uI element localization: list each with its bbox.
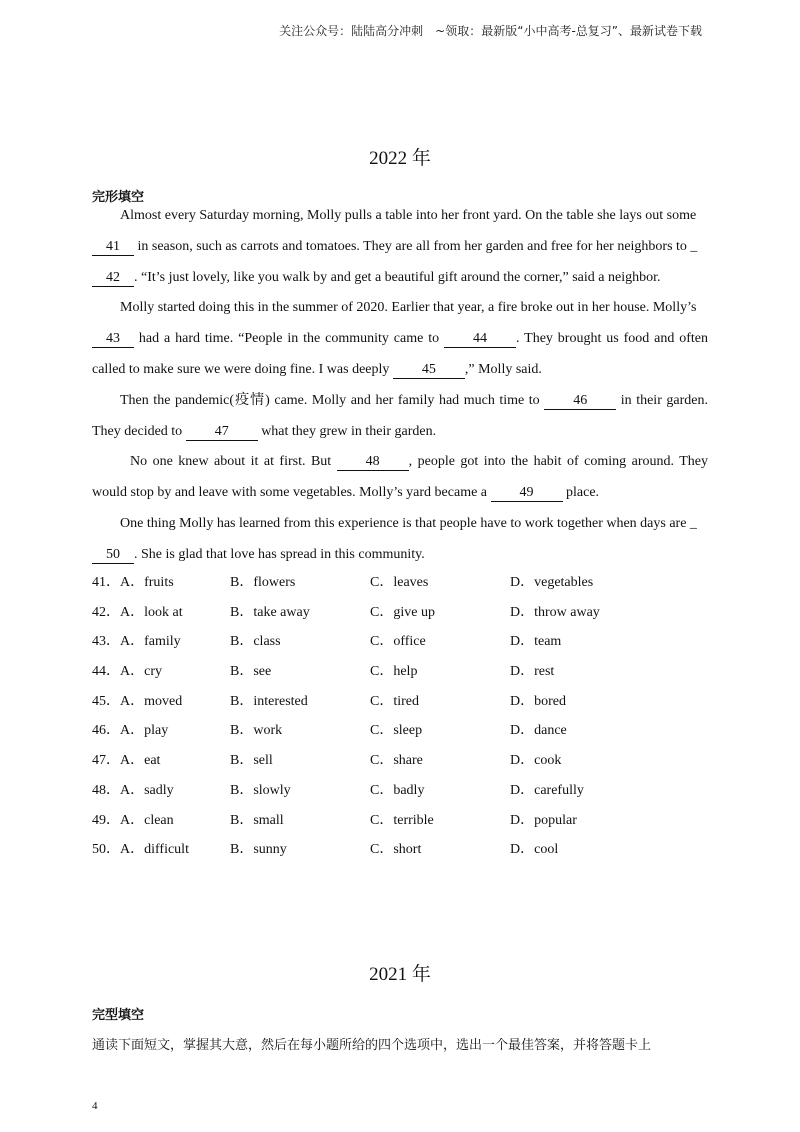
section-title-cloze-2021: 完型填空	[92, 1008, 145, 1023]
option-d: D．throw away	[510, 604, 600, 620]
blank-49: 49	[491, 485, 563, 502]
blank-43: 43	[92, 331, 134, 348]
section-title-cloze: 完形填空	[92, 190, 145, 205]
paragraph-5: One thing Molly has learned from this experience is that people have to work together when days are _ 50 . She is glad that love has spread in this community.	[92, 509, 708, 571]
option-c: C．give up	[370, 604, 435, 620]
question-44-options	[92, 660, 712, 690]
option-b: B．slowly	[230, 782, 291, 798]
question-47-options	[92, 749, 712, 779]
page-header: 关注公众号：陆陆高分冲刺 ~领取：最新版“小中高考-总复习”、最新试卷下载	[279, 24, 702, 38]
option-c: C．short	[370, 842, 422, 858]
option-b: B．work	[230, 723, 283, 739]
option-a: 44．A．cry	[92, 664, 162, 680]
option-b: B．small	[230, 812, 284, 828]
option-a: 46．A．play	[92, 723, 169, 739]
blank-50: 50	[92, 547, 134, 564]
option-b: B．see	[230, 664, 272, 680]
blank-47: 47	[186, 424, 258, 441]
option-c: C．office	[370, 634, 426, 650]
blank-44: 44	[444, 331, 516, 348]
passage	[92, 201, 708, 571]
year-heading-2022: 2022 年	[369, 148, 431, 169]
option-c: C．help	[370, 664, 418, 680]
paragraph-4: No one knew about it at first. But 48 , people got into the habit of coming around. They would stop by and leave with some vegetables. Molly’s yard became a 49 place.	[92, 454, 708, 501]
option-d: D．cook	[510, 753, 562, 769]
option-b: B．sell	[230, 753, 273, 769]
option-c: C．badly	[370, 782, 425, 798]
option-d: D．bored	[510, 693, 566, 709]
option-d: D．dance	[510, 723, 567, 739]
option-a: 43．A．family	[92, 634, 181, 650]
answer-options	[92, 571, 712, 868]
option-c: C．share	[370, 753, 423, 769]
paragraph-2: Molly started doing this in the summer of 2020. Earlier that year, a fire broke out in her house. Molly’s 43 had a hard time. “People in the community came to 44 . They brought us food and often called to make sure we were doing fine. I was deeply 45 ,” Molly said.	[92, 300, 708, 377]
option-a: 42．A．look at	[92, 604, 183, 620]
option-a: 41．A．fruits	[92, 575, 174, 590]
question-42-options	[92, 601, 712, 631]
question-41-options	[92, 571, 712, 601]
question-46-options	[92, 719, 712, 749]
year-heading-2021: 2021 年	[369, 964, 431, 985]
option-a: 48．A．sadly	[92, 782, 174, 798]
option-b: B．sunny	[230, 842, 287, 858]
option-d: D．cool	[510, 842, 559, 858]
blank-45: 45	[393, 362, 465, 379]
option-d: D．rest	[510, 664, 555, 680]
blank-41: 41	[92, 239, 134, 256]
option-d: D．team	[510, 634, 562, 650]
option-a: 50．A．difficult	[92, 842, 189, 858]
option-a: 49．A．clean	[92, 812, 174, 828]
paragraph-3: Then the pandemic(疫情) came. Molly and her family had much time to 46 in their garden. They decided to 47 what they grew in their garden.	[92, 392, 708, 439]
option-c: C．tired	[370, 693, 419, 709]
option-a: 47．A．eat	[92, 753, 161, 769]
blank-48: 48	[337, 454, 409, 471]
blank-46: 46	[544, 393, 616, 410]
question-50-options	[92, 838, 712, 868]
page-number: 4	[92, 1100, 98, 1112]
question-43-options	[92, 630, 712, 660]
option-c: C．leaves	[370, 575, 429, 590]
instructions-text: 通读下面短文，掌握其大意，然后在每小题所给的四个选项中，选出一个最佳答案，并将答题卡上	[92, 1038, 652, 1053]
option-d: D．popular	[510, 812, 577, 828]
option-b: B．interested	[230, 693, 308, 709]
option-b: B．class	[230, 634, 281, 650]
question-45-options	[92, 690, 712, 720]
paragraph-1: Almost every Saturday morning, Molly pulls a table into her front yard. On the table she lays out some 41 in season, such as carrots and tomatoes. They are all from her garden and free for her neighbors to _ 42 . “It’s just lovely, like you walk by and get a beautiful gift around the corner,” said a neighbor.	[92, 201, 708, 293]
option-d: D．carefully	[510, 782, 584, 798]
option-c: C．terrible	[370, 812, 434, 828]
option-d: D．vegetables	[510, 575, 594, 590]
option-b: B．flowers	[230, 575, 296, 590]
question-49-options	[92, 809, 712, 839]
option-a: 45．A．moved	[92, 693, 183, 709]
blank-42: 42	[92, 270, 134, 287]
option-b: B．take away	[230, 604, 310, 620]
option-c: C．sleep	[370, 723, 423, 739]
question-48-options	[92, 779, 712, 809]
